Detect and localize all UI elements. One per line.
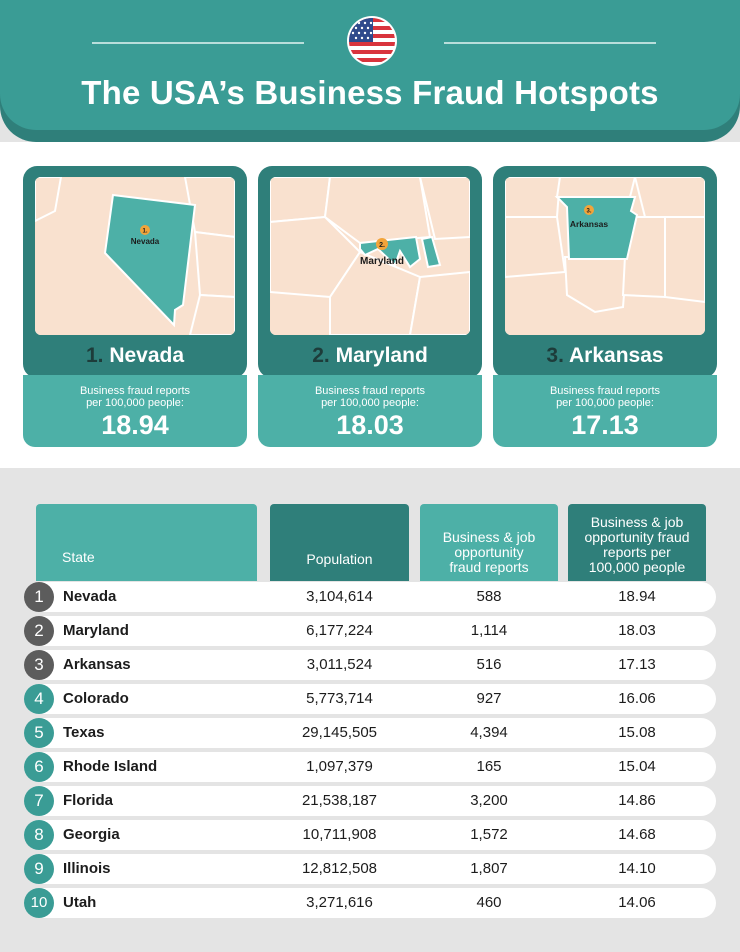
card-stat-label bbox=[258, 385, 482, 409]
stat-label-line: per 100,000 people: bbox=[556, 397, 654, 409]
cell-rate: 15.08 bbox=[618, 724, 656, 741]
column-header-population bbox=[270, 504, 409, 581]
map-marker-number: 2. bbox=[379, 242, 385, 249]
table-row bbox=[24, 888, 716, 918]
table-row bbox=[24, 718, 716, 748]
page-title: The USA’s Business Fraud Hotspots bbox=[81, 74, 659, 111]
header-line: fraud reports bbox=[449, 559, 529, 575]
card-state: Nevada bbox=[109, 344, 185, 367]
header-divider-left bbox=[92, 42, 304, 44]
stat-label-line: per 100,000 people: bbox=[321, 397, 419, 409]
cell-state: Colorado bbox=[63, 690, 129, 707]
table-row bbox=[24, 650, 716, 680]
table-row bbox=[24, 786, 716, 816]
cell-rate: 17.13 bbox=[618, 656, 656, 673]
map-arkansas bbox=[505, 177, 705, 335]
stat-label-line: Business fraud reports bbox=[314, 385, 426, 397]
cell-population: 21,538,187 bbox=[301, 792, 378, 809]
map-state-label: Nevada bbox=[130, 237, 160, 246]
header-divider-right bbox=[444, 42, 656, 44]
cell-population: 10,711,908 bbox=[302, 826, 377, 843]
cell-reports: 4,394 bbox=[470, 724, 508, 741]
cell-rate: 18.03 bbox=[618, 622, 656, 639]
column-header-label bbox=[568, 515, 706, 575]
rank-badge: 9 bbox=[24, 854, 54, 884]
card-stat-value: 18.03 bbox=[336, 410, 404, 440]
cell-state: Rhode Island bbox=[63, 758, 158, 775]
map-state-label: Maryland bbox=[360, 256, 404, 267]
card-arkansas bbox=[493, 166, 717, 447]
map-state-label: Arkansas bbox=[569, 219, 609, 229]
rank-badge: 1 bbox=[24, 582, 54, 612]
column-header-rate bbox=[568, 504, 706, 581]
cell-population: 29,145,505 bbox=[301, 724, 378, 741]
card-state: Maryland bbox=[335, 344, 428, 367]
column-header-reports bbox=[420, 504, 558, 581]
rank-badge: 10 bbox=[24, 888, 54, 918]
cell-reports: 165 bbox=[476, 758, 502, 775]
cell-reports: 588 bbox=[476, 588, 502, 605]
cell-state: Maryland bbox=[63, 622, 129, 639]
cell-reports: 1,807 bbox=[470, 860, 508, 877]
rank-badge: 6 bbox=[24, 752, 54, 782]
card-state-name bbox=[493, 344, 717, 368]
map-maryland bbox=[270, 177, 470, 335]
column-header-label: State bbox=[62, 549, 95, 565]
header-line: 100,000 people bbox=[588, 559, 686, 575]
stat-label-line: Business fraud reports bbox=[549, 385, 661, 397]
rank-badge: 8 bbox=[24, 820, 54, 850]
cell-reports: 927 bbox=[476, 690, 502, 707]
cell-population: 3,011,524 bbox=[306, 656, 373, 673]
card-stat-value: 18.94 bbox=[101, 410, 169, 440]
card-state-name bbox=[258, 344, 482, 368]
rank-badge: 7 bbox=[24, 786, 54, 816]
cell-reports: 516 bbox=[476, 656, 502, 673]
column-header-label: Population bbox=[306, 551, 373, 567]
cell-population: 1,097,379 bbox=[306, 758, 373, 775]
column-header-label bbox=[420, 530, 558, 575]
card-rank: 3. bbox=[546, 344, 564, 367]
cell-state: Arkansas bbox=[63, 656, 131, 673]
cell-rate: 14.68 bbox=[618, 826, 656, 843]
card-rank: 1. bbox=[85, 344, 104, 367]
header-line: opportunity bbox=[454, 544, 524, 560]
card-stat-label bbox=[23, 385, 247, 409]
cell-rate: 16.06 bbox=[618, 690, 656, 707]
cell-rate: 18.94 bbox=[618, 588, 656, 605]
map-marker-number: 3. bbox=[586, 208, 592, 215]
cell-population: 6,177,224 bbox=[306, 622, 373, 639]
cell-rate: 14.10 bbox=[618, 860, 656, 877]
header-line: Business & job bbox=[442, 529, 536, 545]
card-nevada bbox=[23, 166, 247, 447]
card-rank: 2. bbox=[312, 344, 330, 367]
cell-rate: 15.04 bbox=[618, 758, 656, 775]
cell-rate: 14.06 bbox=[618, 894, 656, 911]
table-row bbox=[24, 854, 716, 884]
cell-state: Illinois bbox=[63, 860, 111, 877]
table-row bbox=[24, 582, 716, 612]
rank-badge: 4 bbox=[24, 684, 54, 714]
header-line: opportunity fraud bbox=[584, 529, 690, 545]
cell-state: Georgia bbox=[63, 826, 120, 843]
card-state: Arkansas bbox=[569, 344, 664, 367]
table-row bbox=[24, 752, 716, 782]
card-stat-label bbox=[493, 385, 717, 409]
rank-badge: 5 bbox=[24, 718, 54, 748]
column-header-state bbox=[36, 504, 257, 581]
cell-population: 3,104,614 bbox=[306, 588, 373, 605]
cell-population: 12,812,508 bbox=[301, 860, 378, 877]
cell-state: Florida bbox=[63, 792, 114, 809]
header-line: reports per bbox=[603, 544, 671, 560]
cell-reports: 1,572 bbox=[470, 826, 508, 843]
table-row bbox=[24, 820, 716, 850]
stat-label-line: Business fraud reports bbox=[79, 385, 191, 397]
cell-reports: 460 bbox=[476, 894, 502, 911]
stat-label-line: per 100,000 people: bbox=[86, 397, 184, 409]
table-row bbox=[24, 684, 716, 714]
card-state-name bbox=[23, 344, 247, 368]
card-stat-value: 17.13 bbox=[571, 410, 639, 440]
rank-badge: 2 bbox=[24, 616, 54, 646]
cell-population: 5,773,714 bbox=[306, 690, 373, 707]
cell-state: Utah bbox=[63, 894, 97, 911]
cell-reports: 1,114 bbox=[470, 622, 508, 639]
cell-rate: 14.86 bbox=[618, 792, 656, 809]
cell-state: Texas bbox=[63, 724, 105, 741]
cell-reports: 3,200 bbox=[470, 792, 508, 809]
us-flag-icon bbox=[346, 15, 398, 67]
rank-badge: 3 bbox=[24, 650, 54, 680]
card-maryland bbox=[258, 166, 482, 447]
cell-state: Nevada bbox=[63, 588, 117, 605]
map-nevada bbox=[35, 177, 235, 335]
cell-population: 3,271,616 bbox=[306, 894, 373, 911]
map-marker-number: 1. bbox=[142, 228, 148, 235]
table-row bbox=[24, 616, 716, 646]
header-line: Business & job bbox=[590, 514, 684, 530]
